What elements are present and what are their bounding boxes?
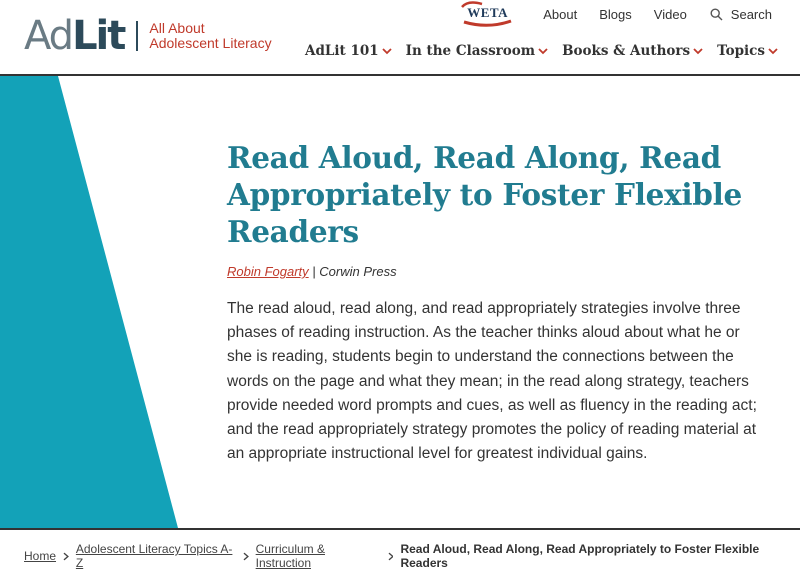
chevron-down-icon xyxy=(382,48,392,55)
weta-text: WETA xyxy=(467,5,509,20)
blogs-link[interactable]: Blogs xyxy=(599,6,632,22)
logo-tagline xyxy=(149,21,271,51)
author-link[interactable]: Robin Fogarty xyxy=(227,264,309,279)
chevron-right-icon xyxy=(388,552,394,561)
logo-wordmark xyxy=(24,14,124,58)
adlit-logo[interactable] xyxy=(24,14,272,58)
article-summary: The read aloud, read along, and read appropriately strategies involve three phases of reading instruction. As the teacher thinks aloud about what he or she is reading, students begin to understand the connections between the words on the page and what they mean; in the read along strategy, teachers provide needed word prompts and cues, as well as fluency in the reading act; and the read appropriately strategy promotes the policy of reading material at an appropriate instructional level for greatest individual gains. xyxy=(227,300,757,463)
breadcrumb-current: Read Aloud, Read Along, Read Appropriately to Foster Flexible Readers xyxy=(400,542,760,570)
search-button[interactable] xyxy=(710,7,772,22)
breadcrumb-home[interactable]: Home xyxy=(24,549,57,563)
nav-in-the-classroom[interactable] xyxy=(406,43,548,59)
tagline-line-1: All About xyxy=(149,20,205,36)
chevron-right-icon xyxy=(63,552,69,561)
chevron-right-icon xyxy=(243,552,249,561)
article-hero xyxy=(0,76,800,528)
nav-label: Books & Authors xyxy=(562,43,691,59)
logo-ad: Ad xyxy=(24,13,73,59)
logo-lit: Lit xyxy=(72,13,125,59)
chevron-down-icon xyxy=(693,48,703,55)
logo-divider xyxy=(136,21,138,51)
article-byline xyxy=(227,264,397,279)
nav-label: Topics xyxy=(717,43,765,59)
nav-label: In the Classroom xyxy=(405,43,536,59)
search-icon xyxy=(710,8,723,21)
nav-topics[interactable] xyxy=(717,43,778,59)
chevron-down-icon xyxy=(538,48,548,55)
nav-books-authors[interactable] xyxy=(562,43,703,59)
site-header xyxy=(0,0,800,76)
nav-label: AdLit 101 xyxy=(305,43,379,59)
breadcrumb-topics-az[interactable]: Adolescent Literacy Topics A-Z xyxy=(75,542,233,570)
nav-adlit-101[interactable] xyxy=(305,43,392,59)
publisher-name: | Corwin Press xyxy=(312,264,397,279)
weta-logo[interactable] xyxy=(458,1,514,27)
page-title: Read Aloud, Read Along, Read Appropriately to Foster Flexible Readers xyxy=(227,140,742,249)
tagline-line-2: Adolescent Literacy xyxy=(149,35,272,51)
chevron-down-icon xyxy=(768,48,778,55)
breadcrumb xyxy=(0,528,800,582)
utility-nav xyxy=(458,0,772,28)
video-link[interactable]: Video xyxy=(653,6,687,22)
breadcrumb-curriculum[interactable]: Curriculum & Instruction xyxy=(255,542,325,570)
search-label: Search xyxy=(730,6,772,22)
main-nav xyxy=(291,43,778,59)
about-link[interactable]: About xyxy=(543,6,578,22)
